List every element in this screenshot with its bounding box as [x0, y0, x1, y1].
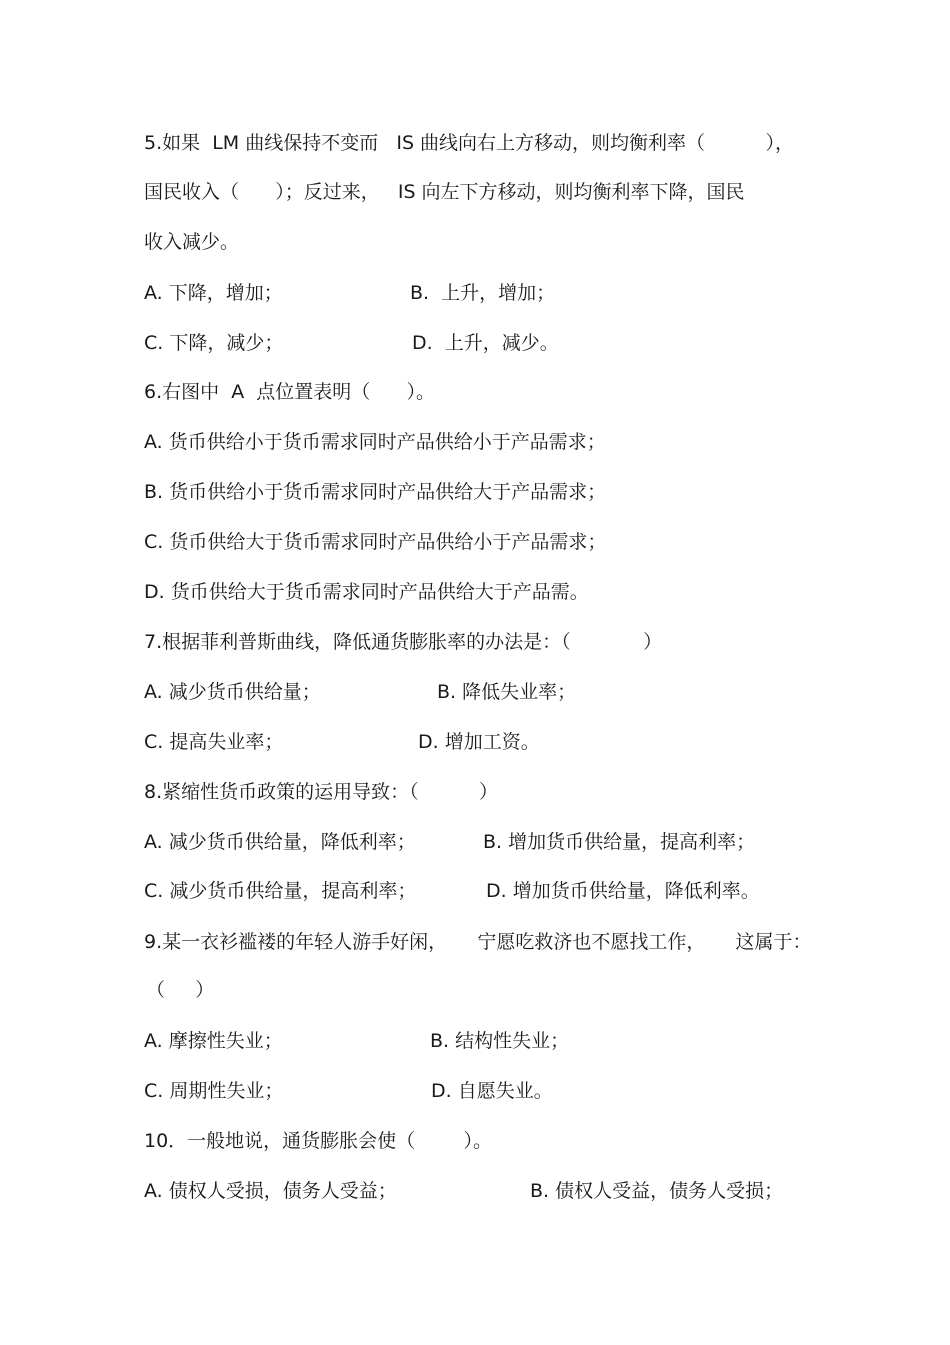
question-9-option-a: A. 摩擦性失业；: [144, 1030, 283, 1052]
question-6-option-b: B. 货币供给小于货币需求同时产品供给大于产品需求；: [144, 481, 607, 503]
question-7-option-a: A. 减少货币供给量；: [144, 681, 321, 703]
question-8-option-a: A. 减少货币供给量，降低利率；: [144, 831, 416, 853]
question-5-option-b: B. 上升，增加；: [410, 282, 556, 304]
question-5-line-3: 收入减少。: [144, 231, 240, 253]
question-8-line-1: 8.紧缩性货币政策的运用导致：（ ）: [144, 781, 499, 803]
question-9-line-2: （ ）: [146, 979, 215, 1001]
question-6-line-1: 6.右图中 A 点位置表明（ ）。: [144, 381, 436, 403]
question-10-option-a: A. 债权人受损，债务人受益；: [144, 1180, 397, 1202]
question-8-option-d: D. 增加货币供给量，降低利率。: [486, 880, 760, 902]
question-7-option-c: C. 提高失业率；: [144, 731, 284, 753]
question-6-option-a: A. 货币供给小于货币需求同时产品供给小于产品需求；: [144, 431, 606, 453]
question-7-line-1: 7.根据菲利普斯曲线，降低通货膨胀率的办法是：（ ）: [144, 631, 663, 653]
question-10-line-1: 10．一般地说，通货膨胀会使（ ）。: [144, 1130, 492, 1152]
question-8-option-c: C. 减少货币供给量，提高利率；: [144, 880, 417, 902]
question-9-option-c: C. 周期性失业；: [144, 1080, 284, 1102]
question-9-line-1: 9.某一衣衫褴褛的年轻人游手好闲， 宁愿吃救济也不愿找工作， 这属于：: [144, 931, 812, 953]
question-6-option-c: C. 货币供给大于货币需求同时产品供给小于产品需求；: [144, 531, 607, 553]
question-9-option-d: D. 自愿失业。: [431, 1080, 553, 1102]
question-5-option-d: D. 上升，减少。: [412, 332, 559, 354]
question-7-option-d: D. 增加工资。: [418, 731, 540, 753]
question-6-option-d: D. 货币供给大于货币需求同时产品供给大于产品需。: [144, 581, 589, 603]
question-8-option-b: B. 增加货币供给量，提高利率；: [483, 831, 756, 853]
question-10-option-b: B. 债权人受益，债务人受损；: [530, 1180, 784, 1202]
question-5-line-1: 5.如果 LM 曲线保持不变而 IS 曲线向右上方移动，则均衡利率（ ），: [144, 132, 794, 154]
question-5-option-c: C. 下降，减少；: [144, 332, 284, 354]
question-7-option-b: B. 降低失业率；: [437, 681, 577, 703]
question-5-option-a: A. 下降，增加；: [144, 282, 283, 304]
question-5-line-2: 国民收入（ ）；反过来， IS 向左下方移动，则均衡利率下降，国民: [144, 181, 745, 203]
question-9-option-b: B. 结构性失业；: [430, 1030, 570, 1052]
